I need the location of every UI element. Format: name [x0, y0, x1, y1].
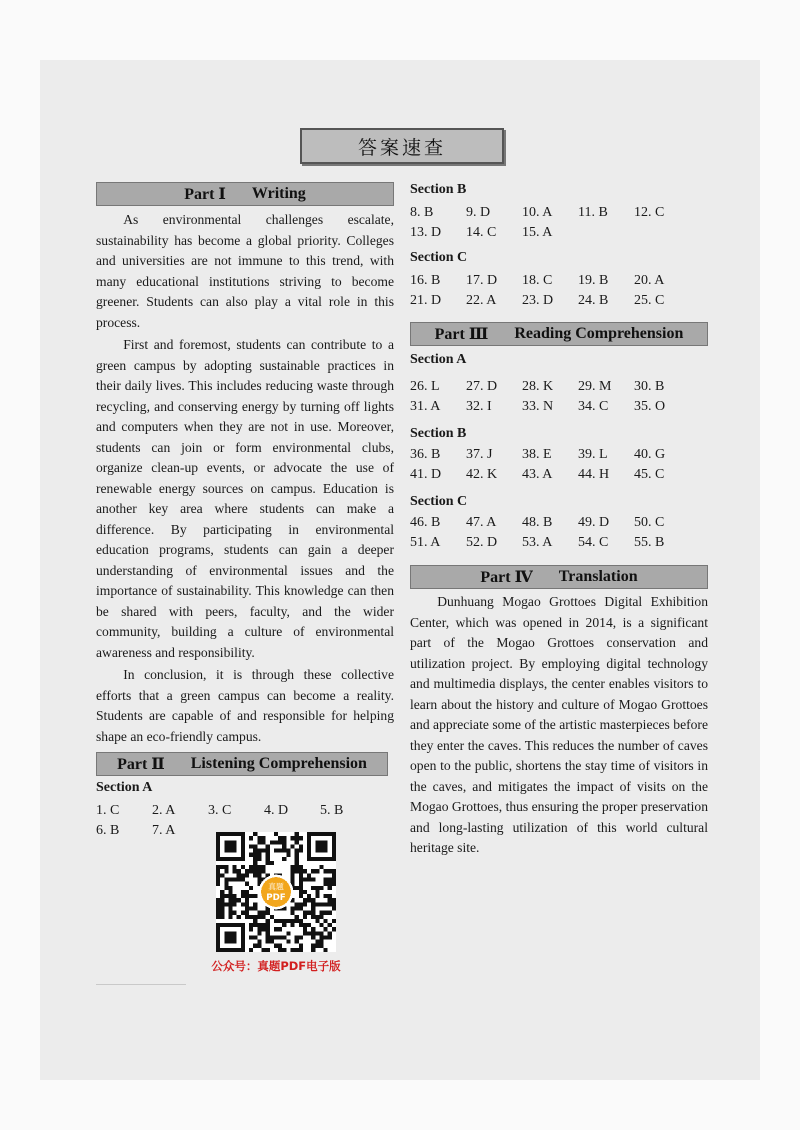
answer-item: 55. B: [634, 535, 665, 550]
answer-item: 16. B: [410, 273, 441, 288]
part2-name: Listening Comprehension: [190, 755, 367, 772]
answer-item: 5. B: [320, 803, 344, 818]
answer-item: 8. B: [410, 205, 434, 220]
part3-numeral: Part Ⅲ: [434, 326, 489, 343]
answer-item: 27. D: [466, 379, 498, 394]
answer-item: 31. A: [410, 399, 441, 414]
answer-item: 24. B: [578, 293, 609, 308]
writing-essay: [96, 210, 394, 747]
answer-item: 22. A: [466, 293, 497, 308]
translation-text: [410, 592, 708, 859]
answer-item: 39. L: [578, 447, 608, 462]
essay-paragraph: As environmental challenges escalate, sustainability has become a global priority. Colleges and universities are not immune to this trend, with many educational institutions striving to become greener. Students can also play a vital role in this process.: [96, 212, 394, 330]
part3-section-c-answers: [410, 514, 690, 552]
answer-item: 51. A: [410, 535, 441, 550]
part1-numeral: Part Ⅰ: [184, 186, 226, 203]
essay-paragraph: In conclusion, it is through these collective efforts that a green campus can become a reality. Students are capable of and responsible for helping shape an eco-friendly campus.: [96, 667, 394, 744]
part3-section-a-answers: [410, 378, 690, 416]
answer-item: 17. D: [466, 273, 498, 288]
answer-item: 48. B: [522, 515, 553, 530]
part2-header: [96, 752, 388, 776]
part2-section-b-answers: [410, 204, 690, 242]
qr-caption: 公众号：真题PDF电子版: [211, 959, 341, 973]
part3-header: [410, 322, 708, 346]
answer-item: 9. D: [466, 205, 491, 220]
answer-item: 29. M: [578, 379, 612, 394]
answer-item: 2. A: [152, 803, 176, 818]
answer-item: 30. B: [634, 379, 665, 394]
answer-item: 15. A: [522, 225, 553, 240]
answer-item: 49. D: [578, 515, 610, 530]
answer-item: 53. A: [522, 535, 553, 550]
answer-item: 11. B: [578, 205, 608, 220]
answer-item: 47. A: [466, 515, 497, 530]
answer-item: 4. D: [264, 803, 289, 818]
answer-item: 37. J: [466, 447, 493, 462]
answer-item: 7. A: [152, 823, 176, 838]
translation-paragraph: Dunhuang Mogao Grottoes Digital Exhibition Center, which was opened in 2014, is a significant part of the Mogao Grottoes conservation and utilization project. By employing digital technology and multimedia displays, the center enables visitors to learn about the history and culture of Mogao Grottoes and appreciate some of the artistic masterpieces before they enter the caves. This reduces the number of caves open to the public, shortens the stay time of visitors in the caves, and mitigates the impact of visits on the Mogao Grottoes, thus ensuring the proper preservation and long-lasting utilization of this world cultural heritage site.: [410, 594, 708, 855]
answer-item: 44. H: [578, 467, 610, 482]
answer-item: 3. C: [208, 803, 232, 818]
answer-item: 25. C: [634, 293, 665, 308]
part4-name: Translation: [558, 568, 638, 585]
essay-paragraph: First and foremost, students can contribute to a green campus by adopting sustainable practices in their daily lives. This includes reducing waste through recycling, and conserving energy by turning off lights and computers when they are not in use. Moreover, students can join or form environmental clubs, organize clean-up events, or advocate the use of renewable energy sources on campus. Education is another key area where students can make a difference. By participating in environmental education programs, students can gain a deeper understanding of environmental issues and the importance of sustainability. This knowledge can then be shared with peers, faculty, and the wider community, building a culture of environmental awareness and responsibility.: [96, 337, 394, 660]
part3-section-c-title: Section C: [410, 494, 468, 509]
answer-item: 41. D: [410, 467, 442, 482]
part2-section-c-answers: [410, 272, 690, 310]
qr-badge-bottom: PDF: [266, 892, 286, 903]
part2-section-a-title: Section A: [96, 780, 153, 795]
answer-item: 36. B: [410, 447, 441, 462]
answer-item: 12. C: [634, 205, 665, 220]
answer-item: 38. E: [522, 447, 552, 462]
page-title: 答案速查: [300, 128, 504, 164]
part2-section-c-title: Section C: [410, 250, 468, 265]
answer-item: 13. D: [410, 225, 442, 240]
answer-item: 50. C: [634, 515, 665, 530]
part2-section-b-title: Section B: [410, 182, 467, 197]
answer-item: 45. C: [634, 467, 665, 482]
part3-section-b-answers: [410, 446, 690, 484]
part3-name: Reading Comprehension: [514, 325, 684, 342]
answer-item: 14. C: [466, 225, 497, 240]
answer-item: 42. K: [466, 467, 498, 482]
answer-item: 28. K: [522, 379, 554, 394]
answer-item: 10. A: [522, 205, 553, 220]
part3-section-a-title: Section A: [410, 352, 467, 367]
part3-section-b-title: Section B: [410, 426, 467, 441]
divider: [96, 984, 186, 985]
answer-item: 33. N: [522, 399, 554, 414]
part4-header: [410, 565, 708, 589]
answer-item: 18. C: [522, 273, 553, 288]
answer-item: 43. A: [522, 467, 553, 482]
answer-item: 34. C: [578, 399, 609, 414]
part1-name: Writing: [251, 185, 306, 202]
answer-item: 54. C: [578, 535, 609, 550]
answer-item: 21. D: [410, 293, 442, 308]
qr-badge: [259, 875, 294, 910]
part4-numeral: Part Ⅳ: [480, 569, 533, 586]
answer-item: 19. B: [578, 273, 609, 288]
answer-item: 6. B: [96, 823, 120, 838]
part1-header: [96, 182, 394, 206]
answer-item: 40. G: [634, 447, 666, 462]
answer-item: 20. A: [634, 273, 665, 288]
answer-item: 35. O: [634, 399, 666, 414]
answer-item: 46. B: [410, 515, 441, 530]
qr-code: [216, 832, 336, 952]
answer-item: 1. C: [96, 803, 120, 818]
answer-item: 23. D: [522, 293, 554, 308]
answer-item: 32. I: [466, 399, 492, 414]
answer-item: 52. D: [466, 535, 498, 550]
answer-item: 26. L: [410, 379, 440, 394]
part2-numeral: Part Ⅱ: [117, 756, 165, 773]
qr-badge-top: 真题: [268, 882, 284, 892]
